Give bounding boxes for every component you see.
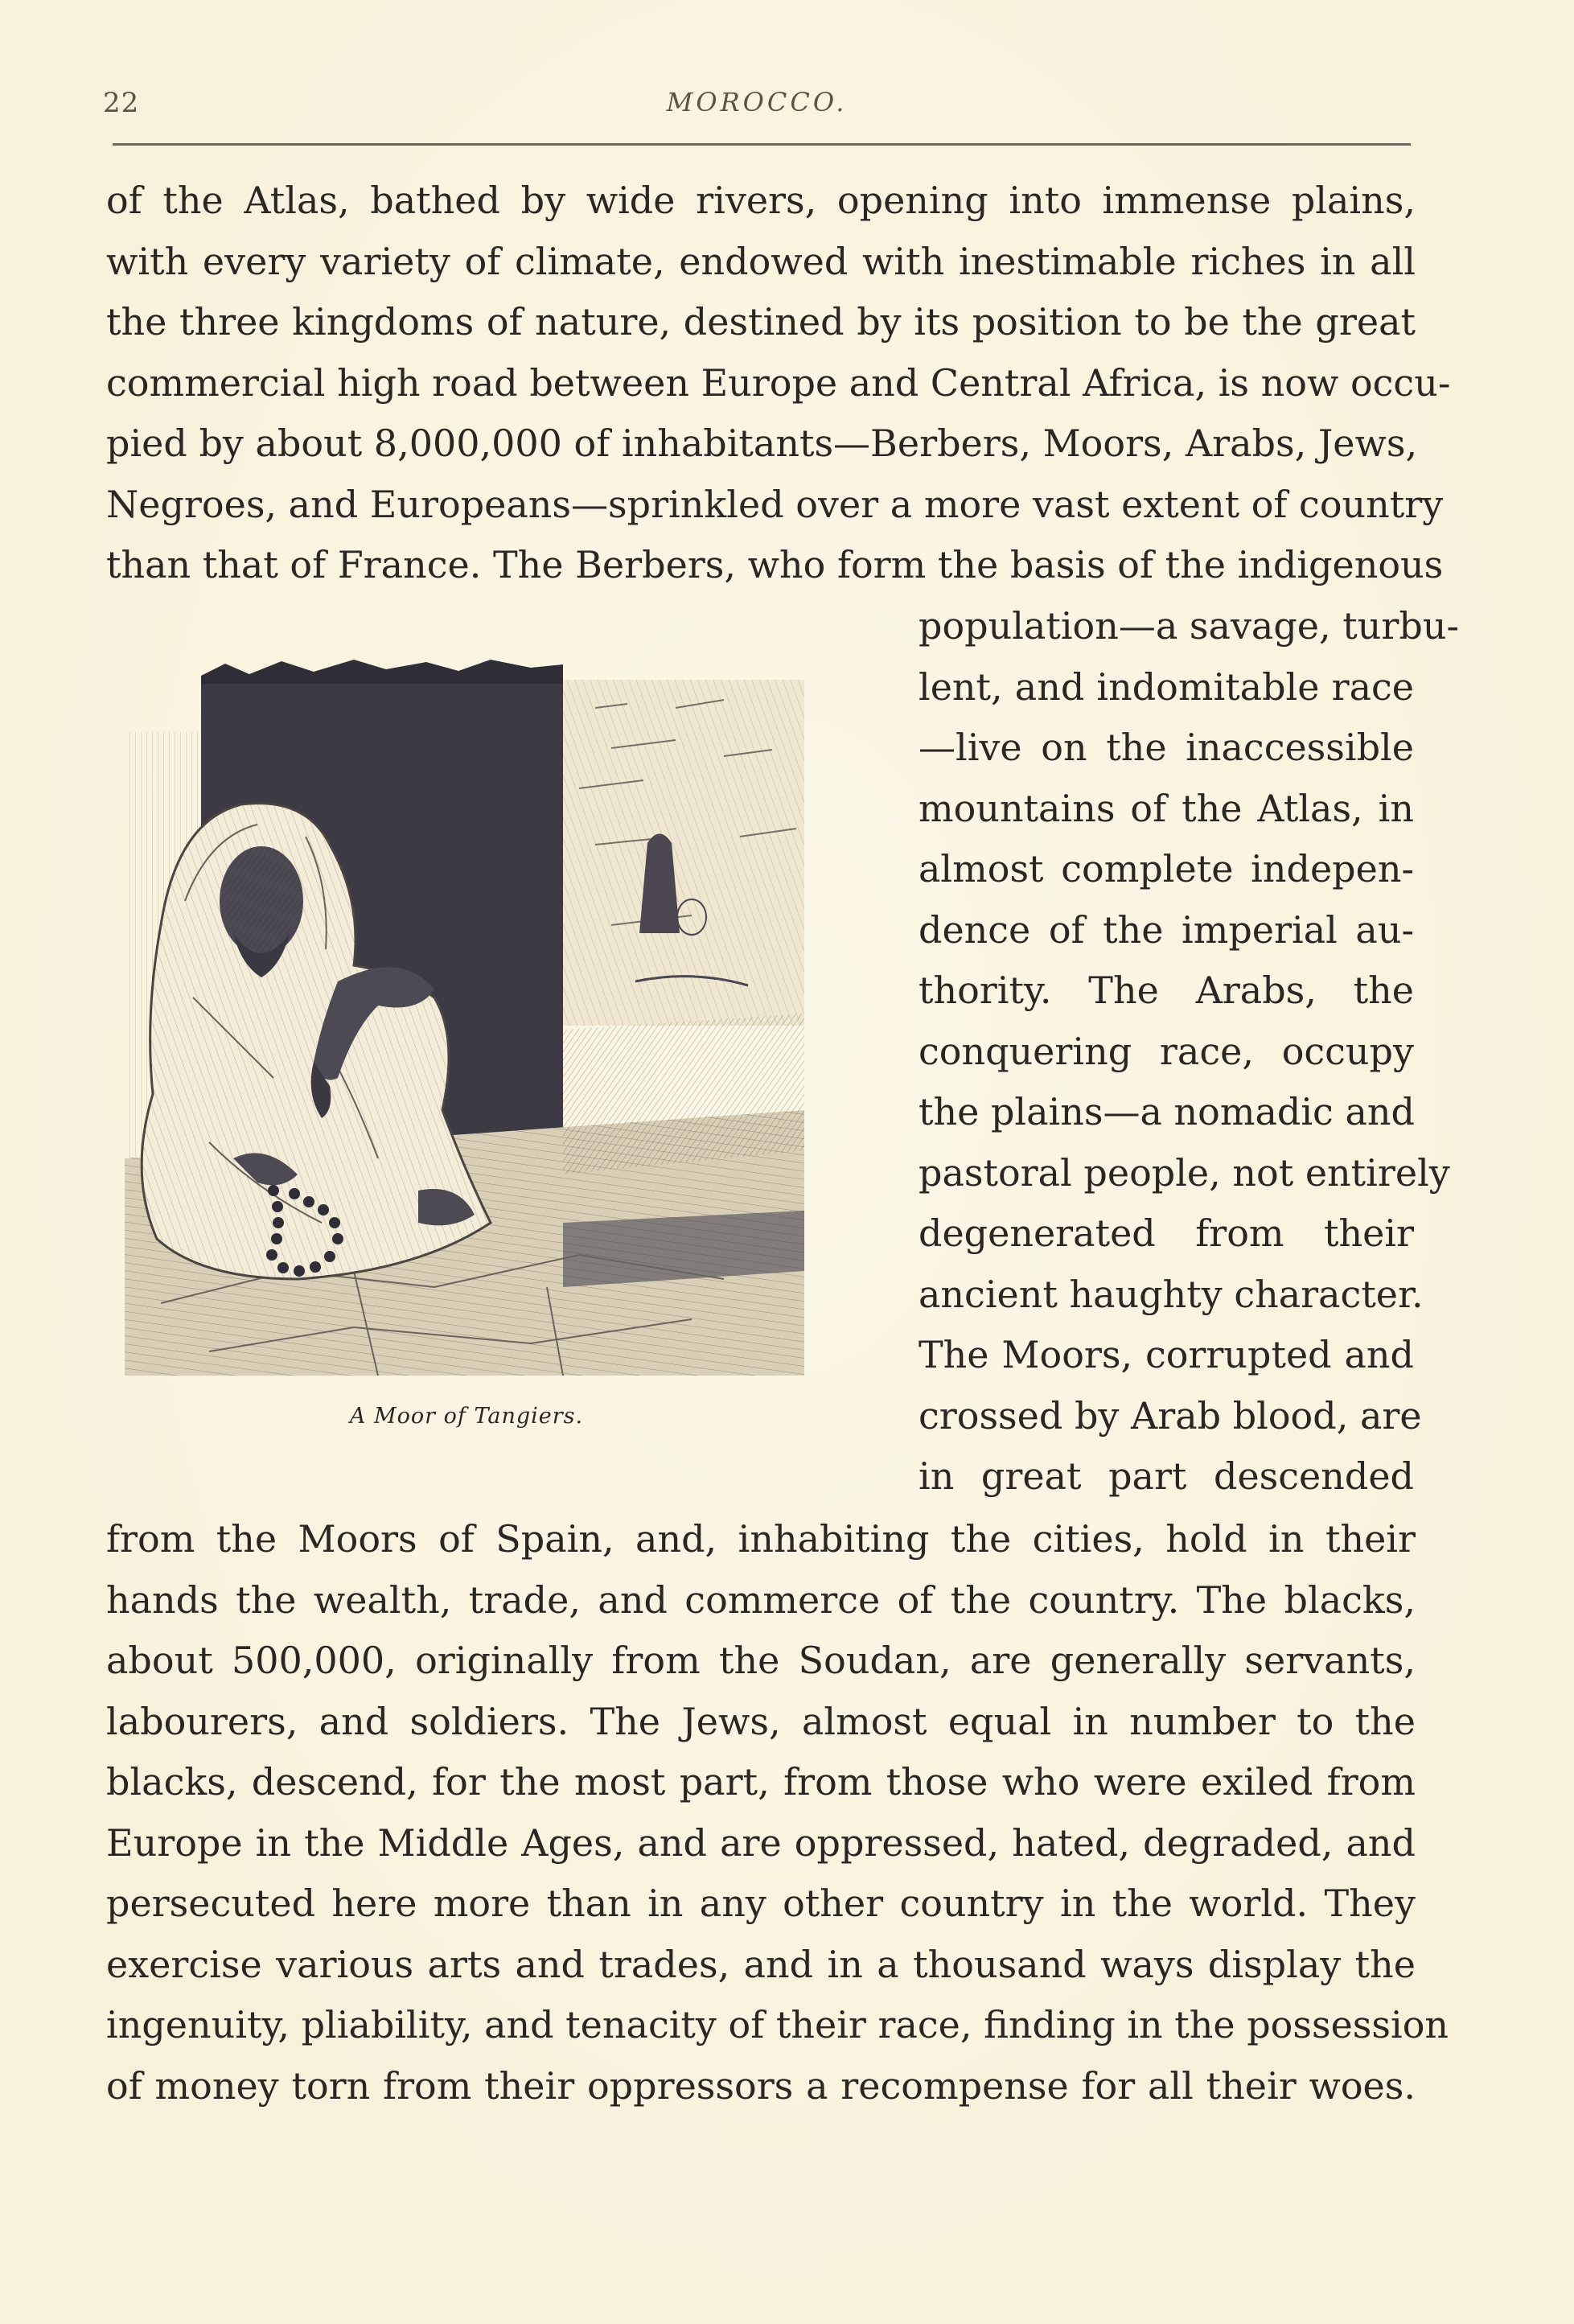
page-number: 22 [103, 87, 140, 119]
text-line: conquering race, occupy [919, 1029, 1414, 1073]
text-line: labourers, and soldiers. The Jews, almost equal in number to the [106, 1699, 1416, 1743]
text-line: persecuted here more than in any other country in the world. They [106, 1882, 1416, 1925]
text-line: pied by about 8,000,000 of inhabitants—Berbers, Moors, Arabs, Jews, [106, 422, 1418, 465]
text-line: lent, and indomitable race [919, 664, 1414, 709]
text-line: ingenuity, pliability, and tenacity of their race, finding in the possession [106, 2003, 1449, 2046]
text-line: population—a savage, turbu- [919, 604, 1459, 648]
text-line: than that of France. The Berbers, who form the basis of the indigenous [106, 543, 1444, 586]
moor-engraving-illustration [113, 660, 820, 1376]
illustration-caption: A Moor of Tangiers. [349, 1404, 584, 1429]
text-line: dence of the imperial au- [919, 907, 1414, 952]
paragraph-bottom [106, 1509, 1449, 2116]
text-line: pastoral people, not entirely [919, 1150, 1450, 1195]
text-line: Negroes, and Europeans—sprinkled over a more vast extent of country [106, 482, 1444, 526]
text-line: Europe in the Middle Ages, and are oppressed, hated, degraded, and [106, 1820, 1416, 1865]
text-line: exercise various arts and trades, and in a thousand ways display the [106, 1942, 1416, 1986]
text-line: the plains—a nomadic and [919, 1090, 1415, 1133]
text-line: —live on the inaccessible [919, 726, 1414, 769]
engraving-image [113, 660, 820, 1376]
right-column-text [919, 596, 1459, 1508]
text-line: about 500,000, originally from the Soudan, are generally servants, [106, 1639, 1416, 1682]
text-line: the three kingdoms of nature, destined by its position to be the great [106, 300, 1416, 343]
text-line: hands the wealth, trade, and commerce of the country. The blacks, [106, 1577, 1416, 1622]
header-rule [113, 143, 1411, 146]
text-line: in great part descended [919, 1454, 1414, 1498]
text-line: thority. The Arabs, the [919, 969, 1414, 1012]
text-line: from the Moors of Spain, and, inhabiting the cities, hold in their [106, 1517, 1416, 1561]
text-line: ancient haughty character. [919, 1272, 1424, 1316]
paragraph-top [106, 171, 1451, 596]
text-line: with every variety of climate, endowed with inestimable riches in all [106, 239, 1416, 283]
text-line: mountains of the Atlas, in [919, 786, 1414, 830]
text-line: crossed by Arab blood, are [919, 1393, 1422, 1438]
running-title: MOROCCO. [666, 87, 848, 117]
text-line: of the Atlas, bathed by wide rivers, opening into immense plains, [106, 179, 1416, 222]
page-header [103, 87, 1411, 127]
text-line: of money torn from their oppressors a recompense for all their woes. [106, 2063, 1416, 2108]
text-line: commercial high road between Europe and Central Africa, is now occu- [106, 360, 1451, 405]
text-line: blacks, descend, for the most part, from those who were exiled from [106, 1760, 1416, 1804]
text-line: degenerated from their [919, 1211, 1414, 1255]
text-line: The Moors, corrupted and [919, 1333, 1414, 1376]
text-line: almost complete indepen- [919, 847, 1414, 891]
